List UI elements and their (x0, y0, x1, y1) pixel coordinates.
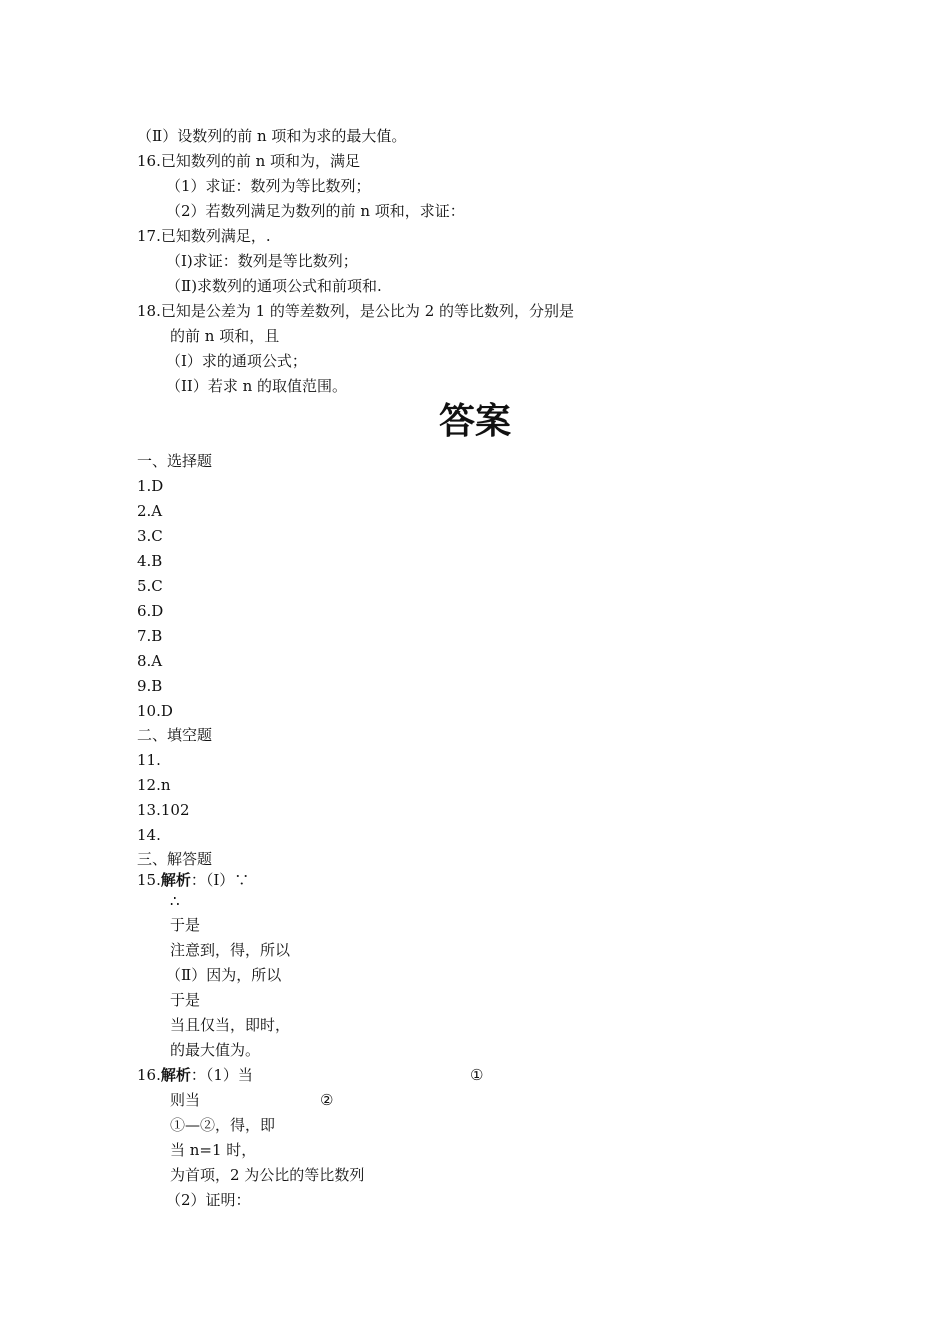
q17-part1: （Ⅰ)求证：数列是等比数列； (166, 252, 358, 270)
section-fill-heading: 二、填空题 (137, 726, 213, 744)
a16-line1 (137, 1064, 253, 1086)
choice-answer: 7.B (137, 627, 163, 645)
a15-line6: 于是 (170, 991, 201, 1009)
a16-line6: （2）证明： (166, 1191, 251, 1209)
a16-line1-rest: ：（1）当 (190, 1066, 253, 1084)
section-solution-heading: 三、解答题 (137, 850, 213, 868)
choice-answer: 5.C (137, 577, 163, 595)
a16-line3: ①—②，得，即 (170, 1116, 276, 1134)
choice-answer: 1.D (137, 477, 164, 495)
choice-answer: 10.D (137, 702, 173, 720)
q17-stem: 17.已知数列满足，. (137, 227, 271, 245)
a15-number: 15. (137, 871, 161, 889)
a15-line1-rest: ：（Ⅰ）∵ (190, 871, 250, 889)
a15-label: 解析 (160, 871, 191, 889)
choice-answer: 8.A (137, 652, 163, 670)
a16-number: 16. (137, 1066, 161, 1084)
choice-answer: 9.B (137, 677, 163, 695)
section-choice-heading: 一、选择题 (137, 452, 213, 470)
q16-part1: （1）求证：数列为等比数列； (166, 177, 371, 195)
q18-stem-cont: 的前 n 项和，且 (170, 327, 280, 345)
a15-line7: 当且仅当，即时， (170, 1016, 291, 1034)
fill-answer: 11. (137, 751, 161, 769)
choice-answer: 6.D (137, 602, 164, 620)
choice-answer: 4.B (137, 552, 163, 570)
q18-part1: （I）求的通项公式； (166, 352, 307, 370)
a15-line5: （Ⅱ）因为，所以 (166, 966, 282, 984)
a15-line2: ∴ (170, 892, 180, 910)
q16-part2: （2）若数列满足为数列的前 n 项和，求证： (166, 202, 465, 220)
fill-answer: 12.n (137, 776, 171, 794)
a16-circle-2: ② (320, 1091, 334, 1109)
q17-part2: （Ⅱ)求数列的通项公式和前项和. (166, 277, 382, 295)
answers-title: 答案 (438, 401, 511, 442)
a15-line4: 注意到，得，所以 (170, 941, 291, 959)
a16-circle-1: ① (470, 1066, 484, 1084)
a16-line2: 则当 (170, 1091, 201, 1109)
choice-answer: 3.C (137, 527, 163, 545)
fill-answer: 13.102 (137, 801, 190, 819)
a15-line8: 的最大值为。 (170, 1041, 261, 1059)
q18-stem: 18.已知是公差为 1 的等差数列，是公比为 2 的等比数列，分别是 (137, 302, 575, 320)
choice-answer: 2.A (137, 502, 163, 520)
q15-part2: （Ⅱ）设数列的前 n 项和为求的最大值。 (137, 127, 407, 145)
a15-line3: 于是 (170, 916, 201, 934)
fill-answer: 14. (137, 826, 161, 844)
a16-line4: 当 n=1 时， (170, 1141, 257, 1159)
a15-line1 (137, 869, 249, 891)
q18-part2: （II）若求 n 的取值范围。 (166, 377, 348, 395)
a16-line5: 为首项，2 为公比的等比数列 (170, 1166, 365, 1184)
a16-label: 解析 (160, 1066, 191, 1084)
q16-stem: 16.已知数列的前 n 项和为，满足 (137, 152, 361, 170)
